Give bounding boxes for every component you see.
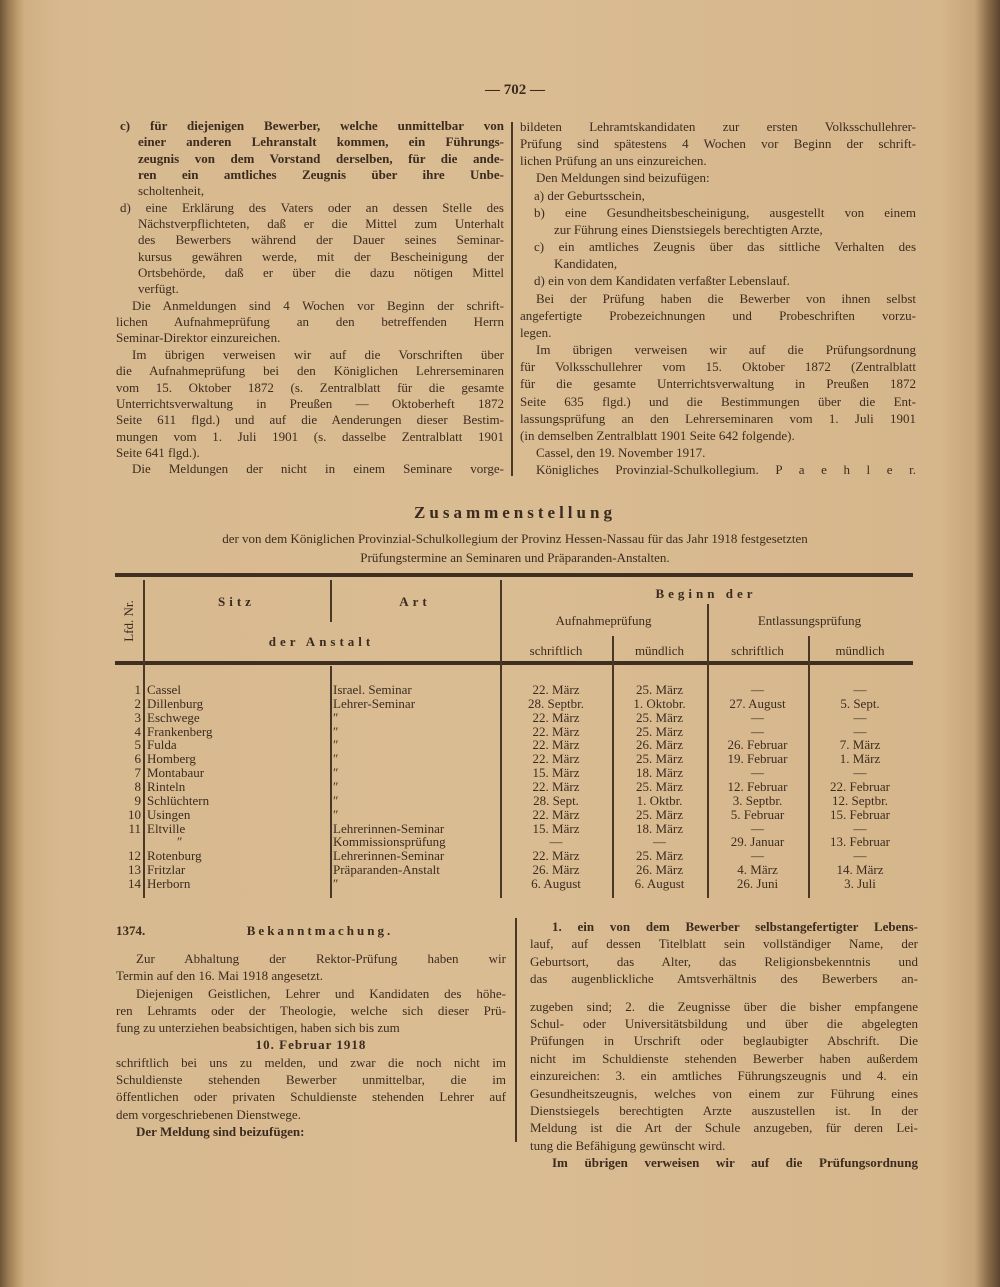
cell-row-number: 8 bbox=[134, 778, 141, 794]
cell-art: ″ bbox=[333, 806, 339, 822]
cell-sitz: Montabaur bbox=[147, 765, 205, 781]
cell-entlassung-muendlich: 5. Sept. bbox=[840, 695, 880, 711]
text-line: c) für diejenigen Bewerber, welche unmittelbar von bbox=[120, 118, 504, 133]
cell-entlassung-muendlich: 15. Februar bbox=[830, 806, 890, 822]
cell-art: Lehrerinnen-Seminar bbox=[333, 848, 445, 864]
table-row bbox=[115, 683, 915, 697]
header-muendlich: mündlich bbox=[634, 643, 685, 658]
text-line: Termin auf den 16. Mai 1918 angesetzt. bbox=[116, 968, 324, 984]
cell-aufnahme-schriftlich: 22. März bbox=[532, 723, 580, 739]
text-line: Nächstverpflichteten, daß er die Mittel zum Unterhalt bbox=[138, 216, 504, 232]
cell-art: Kommissionsprüfung bbox=[333, 834, 446, 850]
text-line: Prüfung sind spätestens 4 Wochen vor Beginn der schrift- bbox=[520, 136, 916, 152]
cell-aufnahme-muendlich: 18. März bbox=[636, 820, 683, 836]
text-line: Meldung ist die Art der Schule anzugeben, für deren Lei- bbox=[530, 1120, 918, 1136]
cell-sitz: ″ bbox=[177, 834, 183, 850]
cell-aufnahme-schriftlich: 22. März bbox=[532, 848, 580, 864]
text-line: nicht im Schuldienste stehenden Bewerber haben außerdem bbox=[530, 1050, 918, 1066]
cell-row-number: 11 bbox=[128, 820, 141, 836]
cell-aufnahme-muendlich: 26. März bbox=[636, 737, 683, 753]
cell-entlassung-schriftlich: 19. Februar bbox=[727, 751, 788, 767]
cell-aufnahme-schriftlich: 22. März bbox=[532, 778, 580, 794]
text-line: Ortsbehörde, daß er über die dazu nötigen Mittel bbox=[138, 265, 504, 281]
cell-aufnahme-schriftlich: — bbox=[549, 834, 563, 850]
text-line: a) der Geburtsschein, bbox=[534, 187, 645, 203]
cell-entlassung-schriftlich: — bbox=[751, 848, 764, 864]
header-sitz: Sitz bbox=[218, 594, 255, 609]
cell-sitz: Fritzlar bbox=[147, 862, 186, 878]
cell-aufnahme-schriftlich: 28. Septbr. bbox=[528, 695, 584, 711]
header-aufnahmepruefung: Aufnahmeprüfung bbox=[555, 613, 652, 628]
text-line: ren Lehramts oder der Theologie, welche sich dieser Prü- bbox=[116, 1002, 506, 1018]
cell-entlassung-muendlich: — bbox=[853, 765, 867, 781]
cell-art: Lehrerinnen-Seminar bbox=[333, 820, 445, 836]
schedule-title: Zusammenstellung bbox=[414, 503, 616, 522]
cell-entlassung-schriftlich: — bbox=[751, 682, 764, 697]
table-row bbox=[115, 835, 915, 849]
cell-sitz: Frankenberg bbox=[147, 723, 213, 739]
text-line: Seminar-Direktor einzureichen. bbox=[116, 330, 281, 346]
text-line: Seite 641 flgd.). bbox=[116, 444, 200, 460]
text-line: 10. Februar 1918 bbox=[255, 1037, 367, 1053]
text-line: tung die Befähigung gewünscht wird. bbox=[530, 1137, 726, 1153]
table-row bbox=[115, 725, 915, 739]
cell-row-number: 2 bbox=[134, 695, 141, 711]
cell-entlassung-schriftlich: 27. August bbox=[729, 695, 786, 711]
table-row bbox=[115, 780, 915, 794]
cell-entlassung-schriftlich: — bbox=[751, 765, 764, 781]
notice-number: 1374. bbox=[116, 923, 146, 938]
notice-left-text bbox=[116, 950, 506, 1140]
cell-aufnahme-schriftlich: 22. März bbox=[532, 682, 580, 697]
text-line: Prüfungen in Urschrift oder beglaubigter Abschrift. Die bbox=[530, 1033, 918, 1049]
table-row bbox=[115, 877, 915, 891]
cell-sitz: Cassel bbox=[147, 682, 181, 697]
cell-row-number: 4 bbox=[134, 723, 141, 739]
text-line: Dienstsiegels berechtigten Arzte auszustellen ist. In der bbox=[530, 1103, 918, 1119]
text-line: lassungsprüfung an den Lehrerseminaren vom 1. Juli 1901 bbox=[520, 410, 916, 426]
cell-sitz: Rotenburg bbox=[147, 848, 202, 864]
cell-row-number: 10 bbox=[128, 806, 141, 822]
text-line: Die Anmeldungen sind 4 Wochen vor Beginn der schrift- bbox=[132, 297, 504, 313]
text-line: lichen Aufnahmeprüfung an den betreffenden Herrn bbox=[116, 314, 504, 330]
cell-entlassung-muendlich: — bbox=[853, 820, 867, 836]
table-row bbox=[115, 808, 915, 822]
cell-entlassung-schriftlich: 26. Juni bbox=[736, 875, 779, 891]
header-lfd-nr: Lfd. Nr. bbox=[121, 600, 136, 642]
text-line: Bei der Prüfung haben die Bewerber von ihnen selbst bbox=[536, 290, 916, 306]
text-line: schriftlich bei uns zu melden, und zwar die noch nicht im bbox=[116, 1054, 506, 1070]
cell-art: ″ bbox=[333, 751, 339, 767]
notice-heading: Bekanntmachung. bbox=[246, 923, 394, 938]
text-line: b) eine Gesundheitsbescheinigung, ausgestellt von einem bbox=[534, 204, 916, 220]
text-line: Cassel, den 19. November 1917. bbox=[536, 444, 706, 460]
cell-sitz: Usingen bbox=[147, 806, 191, 822]
cell-entlassung-muendlich: — bbox=[853, 709, 867, 725]
cell-aufnahme-schriftlich: 22. März bbox=[532, 709, 580, 725]
cell-entlassung-schriftlich: 29. Januar bbox=[730, 834, 785, 850]
text-line: Schuldienste stehenden Bewerber unmittelbar, die im bbox=[116, 1072, 506, 1088]
text-line: zur Führung eines Dienstsiegels berechtigten Arzte, bbox=[554, 221, 823, 237]
text-line: bildeten Lehramtskandidaten zur ersten Volksschullehrer- bbox=[520, 119, 916, 134]
text-line: Unterrichtsverwaltung in Preußen — Oktoberheft 1872 bbox=[116, 395, 504, 411]
cell-entlassung-schriftlich: 5. Februar bbox=[730, 806, 785, 822]
cell-aufnahme-muendlich: 25. März bbox=[636, 806, 683, 822]
cell-art: ″ bbox=[333, 723, 339, 739]
cell-sitz: Fulda bbox=[147, 737, 177, 753]
cell-art: ″ bbox=[333, 875, 339, 891]
cell-row-number: 12 bbox=[128, 848, 141, 864]
cell-entlassung-schriftlich: — bbox=[751, 709, 764, 725]
text-line: für die gesamte Unterrichtsverwaltung in Preußen 1872 bbox=[520, 376, 916, 392]
text-line: Den Meldungen sind beizufügen: bbox=[536, 170, 710, 186]
cell-entlassung-schriftlich: 4. März bbox=[737, 862, 778, 878]
cell-entlassung-muendlich: 14. März bbox=[836, 862, 884, 878]
text-line: zugeben sind; 2. die Zeugnisse über die bisher empfangene bbox=[530, 998, 918, 1014]
text-line: mungen vom 1. Juli 1901 (s. dasselbe Zentralblatt 1901 bbox=[116, 428, 504, 444]
cell-row-number: 5 bbox=[134, 737, 141, 753]
cell-art: Lehrer-Seminar bbox=[333, 695, 416, 711]
text-line: d) ein von dem Kandidaten verfaßter Lebenslauf. bbox=[534, 273, 790, 289]
text-line: für Volksschullehrer vom 15. Oktober 1872 (Zentralblatt bbox=[520, 359, 916, 375]
notice-right-text bbox=[530, 918, 918, 1172]
text-line: scholtenheit, bbox=[138, 183, 205, 199]
cell-entlassung-muendlich: 7. März bbox=[839, 737, 881, 753]
cell-row-number: 9 bbox=[134, 792, 141, 808]
cell-aufnahme-schriftlich: 26. März bbox=[532, 862, 580, 878]
text-line: Kandidaten, bbox=[554, 256, 618, 272]
cell-entlassung-muendlich: — bbox=[853, 848, 867, 864]
cell-sitz: Homberg bbox=[147, 751, 196, 767]
table-row bbox=[115, 863, 915, 877]
cell-aufnahme-schriftlich: 15. März bbox=[532, 765, 580, 781]
cell-art: ″ bbox=[333, 709, 339, 725]
cell-entlassung-muendlich: — bbox=[853, 723, 867, 739]
page-number: — 702 — bbox=[485, 82, 545, 98]
text-line: legen. bbox=[520, 324, 552, 340]
cell-sitz: Schlüchtern bbox=[147, 792, 210, 808]
cell-aufnahme-muendlich: 25. März bbox=[636, 709, 683, 725]
header-der-anstalt: der Anstalt bbox=[268, 634, 375, 649]
cell-row-number: 14 bbox=[128, 875, 141, 891]
cell-row-number: 3 bbox=[134, 709, 141, 725]
cell-entlassung-muendlich: 3. Juli bbox=[844, 875, 876, 891]
cell-aufnahme-schriftlich: 22. März bbox=[532, 806, 580, 822]
cell-aufnahme-schriftlich: 6. August bbox=[531, 875, 581, 891]
table-row bbox=[115, 794, 915, 808]
cell-sitz: Rinteln bbox=[147, 778, 186, 794]
text-line: Im übrigen verweisen wir auf die Prüfungsordnung bbox=[536, 342, 916, 358]
text-line: Seite 611 flgd.) und auf die Aenderungen dieser Bestim- bbox=[116, 412, 504, 428]
cell-aufnahme-muendlich: 18. März bbox=[636, 765, 683, 781]
table-top-rule bbox=[115, 573, 913, 577]
left-column-text bbox=[116, 118, 504, 478]
text-line: vom 15. Oktober 1872 (s. Zentralblatt für die gesamte bbox=[116, 379, 504, 395]
cell-entlassung-muendlich: 13. Februar bbox=[830, 834, 890, 850]
right-column-text bbox=[520, 118, 916, 478]
table-row bbox=[115, 766, 915, 780]
cell-aufnahme-schriftlich: 15. März bbox=[532, 820, 580, 836]
text-line: Im übrigen verweisen wir auf die Prüfungsordnung bbox=[552, 1155, 918, 1171]
cell-aufnahme-schriftlich: 28. Sept. bbox=[533, 792, 579, 808]
header-art: Art bbox=[399, 594, 431, 609]
table-row bbox=[115, 697, 915, 711]
text-line: Geburtsort, das Alter, das Religionsbekenntnis und bbox=[530, 953, 918, 969]
header-schriftlich: schriftlich bbox=[529, 643, 583, 658]
cell-entlassung-muendlich: 1. März bbox=[839, 751, 881, 767]
cell-row-number: 6 bbox=[134, 751, 141, 767]
table-row bbox=[115, 752, 915, 766]
cell-sitz: Eschwege bbox=[147, 709, 200, 725]
cell-sitz: Eltville bbox=[147, 820, 186, 836]
cell-art: Israel. Seminar bbox=[333, 682, 412, 697]
cell-art: ″ bbox=[333, 778, 339, 794]
cell-aufnahme-muendlich: 25. März bbox=[636, 682, 683, 697]
text-line: Der Meldung sind beizufügen: bbox=[136, 1123, 305, 1139]
table-header-rule bbox=[115, 661, 913, 665]
text-line: c) ein amtliches Zeugnis über das sittliche Verhalten des bbox=[534, 239, 916, 255]
text-line: des Bewerbers während der Dauer seines Seminar- bbox=[138, 232, 504, 248]
table-row bbox=[115, 738, 915, 752]
cell-sitz: Herborn bbox=[147, 875, 191, 891]
text-line: Seite 635 flgd.) und die Bestimmungen über die Ent- bbox=[520, 393, 916, 409]
text-line: fung zu unterziehen beabsichtigen, haben sich bis zum bbox=[116, 1020, 400, 1036]
text-line: Im übrigen verweisen wir auf die Vorschriften über bbox=[132, 346, 504, 362]
cell-row-number: 13 bbox=[128, 862, 141, 878]
column-divider bbox=[515, 918, 517, 1142]
cell-entlassung-schriftlich: 3. Septbr. bbox=[732, 792, 783, 808]
text-line: dem vorgeschriebenen Dienstwege. bbox=[116, 1106, 301, 1122]
table-row bbox=[115, 822, 915, 836]
text-line: Diejenigen Geistlichen, Lehrer und Kandidaten des höhe- bbox=[136, 985, 506, 1001]
cell-aufnahme-muendlich: 25. März bbox=[636, 751, 683, 767]
text-line: lauf, auf dessen Titelblatt sein vollständiger Name, der bbox=[530, 936, 918, 952]
cell-aufnahme-muendlich: — bbox=[653, 834, 666, 850]
text-line: d) eine Erklärung des Vaters oder an dessen Stelle des bbox=[120, 199, 504, 215]
spacer bbox=[530, 988, 918, 998]
text-line: verfügt. bbox=[138, 281, 179, 297]
text-line: zeugnis von dem Vorstand derselben, für die ande- bbox=[138, 150, 504, 166]
text-line: kursus gewähren werde, mit der Bescheinigung der bbox=[138, 248, 504, 264]
cell-entlassung-muendlich: 12. Septbr. bbox=[832, 792, 888, 808]
cell-aufnahme-muendlich: 25. März bbox=[636, 723, 683, 739]
header-entlassungspruefung: Entlassungsprüfung bbox=[757, 613, 862, 628]
text-line: einer anderen Lehranstalt kommen, ein Führungs- bbox=[138, 134, 504, 150]
header-schriftlich: schriftlich bbox=[731, 643, 784, 658]
cell-aufnahme-muendlich: 1. Oktobr. bbox=[633, 695, 686, 711]
text-line: ren ein amtliches Zeugnis über ihre Unbe- bbox=[138, 167, 504, 183]
text-line: Königliches Provinzial-Schulkollegium. P a e h l e r. bbox=[536, 462, 916, 478]
cell-entlassung-schriftlich: 12. Februar bbox=[727, 778, 788, 794]
text-line: das augenblickliche Amtsverhältnis des Bewerbers an- bbox=[530, 971, 918, 987]
column-divider bbox=[511, 122, 513, 476]
cell-art: Präparanden-Anstalt bbox=[333, 862, 440, 878]
cell-entlassung-muendlich: — bbox=[853, 682, 867, 697]
cell-art: ″ bbox=[333, 765, 339, 781]
text-line: (in demselben Zentralblatt 1901 Seite 642 folgende). bbox=[520, 427, 795, 443]
cell-entlassung-schriftlich: — bbox=[751, 723, 764, 739]
cell-aufnahme-schriftlich: 22. März bbox=[532, 737, 580, 753]
cell-sitz: Dillenburg bbox=[147, 695, 204, 711]
text-line: 1. ein von dem Bewerber selbstangefertigter Lebens- bbox=[552, 919, 918, 934]
text-line: Gesundheitszeugnis, welches von einem zur Führung eines bbox=[530, 1085, 918, 1101]
schedule-subtitle-2: Prüfungstermine an Seminaren und Präparanden-Anstalten. bbox=[360, 550, 670, 565]
cell-aufnahme-muendlich: 1. Oktbr. bbox=[636, 792, 683, 808]
header-muendlich: mündlich bbox=[835, 643, 885, 658]
cell-aufnahme-muendlich: 26. März bbox=[636, 862, 683, 878]
text-line: angefertigte Probezeichnungen und Probeschriften vorzu- bbox=[520, 307, 916, 323]
text-line: Zur Abhaltung der Rektor-Prüfung haben wir bbox=[136, 951, 506, 966]
text-line: lichen Prüfung an uns einzureichen. bbox=[520, 153, 707, 169]
header-beginn-der: Beginn der bbox=[655, 586, 757, 601]
schedule-subtitle-1: der von dem Königlichen Provinzial-Schulkollegium der Provinz Hessen-Nassau für das Jahr 1918 festgesetzten bbox=[222, 531, 808, 546]
text-line: öffentlichen oder privaten Schuldienste stehenden Lehrer auf bbox=[116, 1089, 506, 1105]
text-line: die Aufnahmeprüfung bei den Königlichen Lehrerseminaren bbox=[116, 363, 504, 379]
text-line: einzureichen: 3. ein amtliches Führungszeugnis und 4. ein bbox=[530, 1068, 918, 1084]
cell-aufnahme-muendlich: 25. März bbox=[636, 848, 683, 864]
table-row bbox=[115, 711, 915, 725]
cell-aufnahme-muendlich: 25. März bbox=[636, 778, 683, 794]
cell-art: ″ bbox=[333, 792, 339, 808]
table-row bbox=[115, 849, 915, 863]
cell-row-number: 1 bbox=[134, 682, 141, 697]
cell-aufnahme-muendlich: 6. August bbox=[634, 875, 685, 891]
cell-entlassung-schriftlich: 26. Februar bbox=[727, 737, 788, 753]
cell-aufnahme-schriftlich: 22. März bbox=[532, 751, 580, 767]
cell-entlassung-schriftlich: — bbox=[751, 820, 764, 836]
cell-row-number: 7 bbox=[134, 765, 141, 781]
cell-entlassung-muendlich: 22. Februar bbox=[830, 778, 890, 794]
cell-art: ″ bbox=[333, 737, 339, 753]
text-line: Schul- oder Universitätsbildung und über die abgelegten bbox=[530, 1016, 918, 1032]
text-line: Die Meldungen der nicht in einem Seminare vorge- bbox=[132, 461, 504, 477]
